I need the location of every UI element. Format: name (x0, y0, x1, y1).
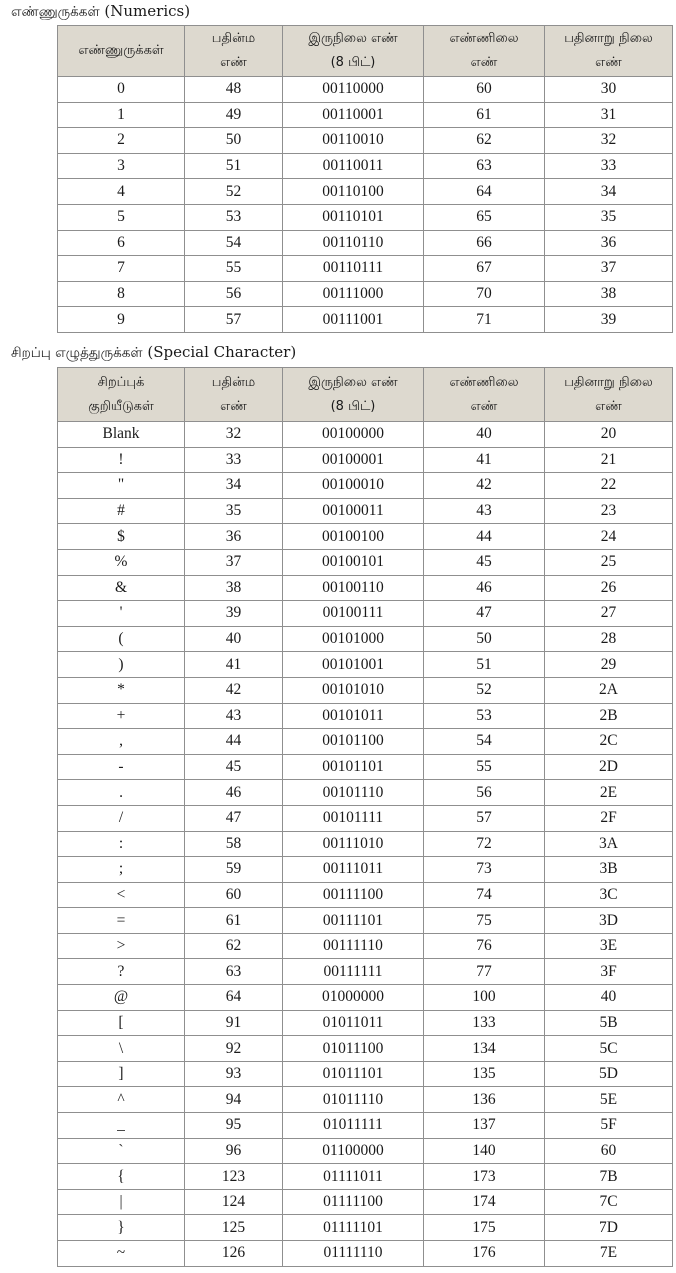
table-cell: 22 (545, 473, 673, 499)
table-cell: 2F (545, 805, 673, 831)
table-cell: 2 (58, 128, 185, 154)
table-cell: 00101010 (283, 677, 424, 703)
table-row (58, 1189, 673, 1215)
table-cell: 1 (58, 102, 185, 128)
table-cell: 55 (424, 754, 545, 780)
table-cell: 01011101 (283, 1061, 424, 1087)
table-cell: 173 (424, 1164, 545, 1190)
table-cell: 01011100 (283, 1036, 424, 1062)
table-row (58, 473, 673, 499)
table-cell: 36 (545, 230, 673, 256)
table-cell: 41 (185, 652, 283, 678)
table-cell: 51 (424, 652, 545, 678)
table-cell: 7D (545, 1215, 673, 1241)
special-heading-english: (Special Character) (147, 343, 297, 361)
table-cell: 77 (424, 959, 545, 985)
table-row (58, 575, 673, 601)
column-header-line: (8 பிட்) (330, 55, 376, 70)
table-cell: > (58, 933, 185, 959)
table-cell: 00101111 (283, 805, 424, 831)
column-header-line: எண்ணிலை (449, 31, 519, 46)
table-cell: ) (58, 652, 185, 678)
table-cell: 63 (424, 153, 545, 179)
table-cell: 00100100 (283, 524, 424, 550)
table-cell: 2D (545, 754, 673, 780)
table-cell: 00100010 (283, 473, 424, 499)
table-cell: 29 (545, 652, 673, 678)
table-cell: ' (58, 601, 185, 627)
table-cell: 124 (185, 1189, 283, 1215)
table-cell: * (58, 677, 185, 703)
table-cell: 36 (185, 524, 283, 550)
table-cell: 00110101 (283, 204, 424, 230)
table-cell: } (58, 1215, 185, 1241)
table-cell: 59 (185, 857, 283, 883)
table-cell: 7B (545, 1164, 673, 1190)
table-cell: 01111101 (283, 1215, 424, 1241)
table-cell: 42 (185, 677, 283, 703)
table-cell: # (58, 498, 185, 524)
table-cell: 3 (58, 153, 185, 179)
table-cell: 00111100 (283, 882, 424, 908)
table-cell: 00100001 (283, 447, 424, 473)
table-cell: 66 (424, 230, 545, 256)
table-cell: 01011111 (283, 1113, 424, 1139)
table-cell: 56 (185, 281, 283, 307)
special-heading-tamil: சிறப்பு எழுத்துருக்கள் (11, 345, 143, 361)
table-cell: 95 (185, 1113, 283, 1139)
table-cell: 00110010 (283, 128, 424, 154)
numerics-heading-english: (Numerics) (104, 2, 191, 20)
table-cell: 61 (185, 908, 283, 934)
table-row (58, 729, 673, 755)
table-cell: 134 (424, 1036, 545, 1062)
table-row (58, 703, 673, 729)
table-row (58, 831, 673, 857)
table-cell: 43 (185, 703, 283, 729)
column-header (283, 26, 424, 77)
table-cell: 65 (424, 204, 545, 230)
table-cell: 26 (545, 575, 673, 601)
table-row (58, 447, 673, 473)
table-cell: 47 (424, 601, 545, 627)
table-cell: 2A (545, 677, 673, 703)
table-row (58, 1138, 673, 1164)
table-row (58, 1061, 673, 1087)
table-row (58, 882, 673, 908)
table-cell: 3E (545, 933, 673, 959)
table-cell: 64 (185, 985, 283, 1011)
table-cell: & (58, 575, 185, 601)
table-cell: 00110100 (283, 179, 424, 205)
table-cell: @ (58, 985, 185, 1011)
table-cell: 00101100 (283, 729, 424, 755)
table-cell: 32 (545, 128, 673, 154)
table-cell: 54 (185, 230, 283, 256)
table-cell: 39 (185, 601, 283, 627)
table-row (58, 805, 673, 831)
table-cell: 125 (185, 1215, 283, 1241)
table-cell: ? (58, 959, 185, 985)
table-row (58, 524, 673, 550)
table-cell: 49 (185, 102, 283, 128)
table-cell: : (58, 831, 185, 857)
table-row (58, 1036, 673, 1062)
table-cell: 64 (424, 179, 545, 205)
table-cell: 23 (545, 498, 673, 524)
table-cell: ! (58, 447, 185, 473)
table-cell: 7 (58, 256, 185, 282)
table-cell: 53 (424, 703, 545, 729)
table-cell: 35 (185, 498, 283, 524)
table-cell: 5F (545, 1113, 673, 1139)
table-cell: 00111010 (283, 831, 424, 857)
table-cell: $ (58, 524, 185, 550)
table-cell: | (58, 1189, 185, 1215)
table-cell: 43 (424, 498, 545, 524)
table-cell: 48 (185, 77, 283, 103)
table-cell: 140 (424, 1138, 545, 1164)
table-cell: 00111000 (283, 281, 424, 307)
table-cell: 38 (545, 281, 673, 307)
table-cell: 137 (424, 1113, 545, 1139)
table-cell: 01111011 (283, 1164, 424, 1190)
table-header-row (58, 368, 673, 422)
table-cell: 5C (545, 1036, 673, 1062)
table-cell: 71 (424, 307, 545, 333)
table-cell: 46 (424, 575, 545, 601)
table-cell: 47 (185, 805, 283, 831)
table-row (58, 1087, 673, 1113)
table-cell: 100 (424, 985, 545, 1011)
table-row (58, 256, 673, 282)
table-cell: 34 (185, 473, 283, 499)
table-cell: - (58, 754, 185, 780)
table-cell: 00101001 (283, 652, 424, 678)
table-row (58, 204, 673, 230)
column-header (424, 26, 545, 77)
table-cell: 3B (545, 857, 673, 883)
table-cell: 74 (424, 882, 545, 908)
table-row (58, 549, 673, 575)
table-cell: 54 (424, 729, 545, 755)
table-cell: 00101000 (283, 626, 424, 652)
table-cell: 174 (424, 1189, 545, 1215)
table-row (58, 179, 673, 205)
table-cell: \ (58, 1036, 185, 1062)
table-cell: 00110001 (283, 102, 424, 128)
table-cell: 00101101 (283, 754, 424, 780)
table-cell: 3F (545, 959, 673, 985)
table-cell: 33 (185, 447, 283, 473)
table-cell: ` (58, 1138, 185, 1164)
table-cell: 96 (185, 1138, 283, 1164)
table-cell: 00111011 (283, 857, 424, 883)
numerics-heading-tamil: எண்ணுருக்கள் (11, 4, 100, 20)
table-cell: ] (58, 1061, 185, 1087)
table-cell: 00100000 (283, 422, 424, 448)
table-cell: 46 (185, 780, 283, 806)
table-row (58, 307, 673, 333)
column-header-line: எண் (220, 398, 247, 414)
table-row (58, 102, 673, 128)
table-cell: 76 (424, 933, 545, 959)
table-cell: 00111101 (283, 908, 424, 934)
column-header-line: இருநிலை எண் (308, 31, 398, 46)
table-row (58, 754, 673, 780)
table-cell: < (58, 882, 185, 908)
column-header-line: இருநிலை எண் (308, 374, 398, 390)
numerics-table (57, 25, 673, 333)
table-cell: 94 (185, 1087, 283, 1113)
table-cell: 176 (424, 1241, 545, 1267)
table-cell: 55 (185, 256, 283, 282)
table-cell: 93 (185, 1061, 283, 1087)
table-cell: 7C (545, 1189, 673, 1215)
table-cell: 57 (185, 307, 283, 333)
table-cell: 00110011 (283, 153, 424, 179)
table-cell: 40 (185, 626, 283, 652)
column-header (545, 368, 673, 422)
column-header (424, 368, 545, 422)
table-cell: 00100110 (283, 575, 424, 601)
table-cell: 37 (545, 256, 673, 282)
table-row (58, 626, 673, 652)
table-row (58, 601, 673, 627)
column-header (185, 26, 283, 77)
table-cell: 70 (424, 281, 545, 307)
table-row (58, 1113, 673, 1139)
table-cell: 33 (545, 153, 673, 179)
table-cell: 50 (185, 128, 283, 154)
column-header-line: எண் (595, 398, 622, 414)
table-cell: 21 (545, 447, 673, 473)
table-cell: 20 (545, 422, 673, 448)
table-cell: 41 (424, 447, 545, 473)
table-row (58, 908, 673, 934)
table-cell: 3D (545, 908, 673, 934)
table-cell: 38 (185, 575, 283, 601)
table-cell: 9 (58, 307, 185, 333)
table-row (58, 959, 673, 985)
column-header-line: எண் (595, 55, 622, 70)
table-cell: 30 (545, 77, 673, 103)
table-cell: + (58, 703, 185, 729)
table-row (58, 1215, 673, 1241)
table-cell: 25 (545, 549, 673, 575)
table-cell: 61 (424, 102, 545, 128)
table-row (58, 652, 673, 678)
table-cell: 01111100 (283, 1189, 424, 1215)
table-cell: 57 (424, 805, 545, 831)
table-cell: 5B (545, 1010, 673, 1036)
table-row (58, 422, 673, 448)
table-row (58, 153, 673, 179)
table-cell: 00111110 (283, 933, 424, 959)
table-cell: 58 (185, 831, 283, 857)
column-header-line: எண்ணுருக்கள் (78, 43, 164, 58)
table-row (58, 281, 673, 307)
table-cell: 50 (424, 626, 545, 652)
table-cell: % (58, 549, 185, 575)
table-row (58, 128, 673, 154)
column-header-line: எண் (470, 55, 498, 70)
table-cell: 00110111 (283, 256, 424, 282)
table-cell: 45 (185, 754, 283, 780)
table-cell: 40 (424, 422, 545, 448)
table-cell: 2E (545, 780, 673, 806)
table-cell: 56 (424, 780, 545, 806)
table-cell: 91 (185, 1010, 283, 1036)
table-cell: 27 (545, 601, 673, 627)
column-header-line: பதினாறு நிலை (564, 374, 653, 390)
table-row (58, 780, 673, 806)
table-cell: 00111111 (283, 959, 424, 985)
table-cell: 135 (424, 1061, 545, 1087)
table-cell: 31 (545, 102, 673, 128)
table-row (58, 1164, 673, 1190)
table-cell: 6 (58, 230, 185, 256)
column-header-line: எண் (470, 398, 498, 414)
table-cell: 123 (185, 1164, 283, 1190)
table-cell: 52 (424, 677, 545, 703)
table-cell: 28 (545, 626, 673, 652)
table-cell: 63 (185, 959, 283, 985)
table-cell: ~ (58, 1241, 185, 1267)
table-row (58, 1010, 673, 1036)
table-cell: 00101110 (283, 780, 424, 806)
table-cell: 136 (424, 1087, 545, 1113)
table-cell: 01011110 (283, 1087, 424, 1113)
table-cell: 3C (545, 882, 673, 908)
table-row (58, 857, 673, 883)
column-header-line: எண் (220, 55, 247, 70)
table-cell: 7E (545, 1241, 673, 1267)
table-cell: _ (58, 1113, 185, 1139)
column-header-line: பதின்ம (211, 374, 256, 390)
table-cell: { (58, 1164, 185, 1190)
table-cell: 00100111 (283, 601, 424, 627)
table-cell: 00111001 (283, 307, 424, 333)
table-cell: 60 (185, 882, 283, 908)
table-cell: 42 (424, 473, 545, 499)
column-header-line: பதின்ம (211, 31, 256, 46)
table-cell: 73 (424, 857, 545, 883)
table-row (58, 985, 673, 1011)
table-cell: ^ (58, 1087, 185, 1113)
table-cell: 45 (424, 549, 545, 575)
table-cell: 53 (185, 204, 283, 230)
table-cell: 2B (545, 703, 673, 729)
table-cell: 8 (58, 281, 185, 307)
column-header-line: எண்ணிலை (449, 374, 519, 390)
table-cell: 62 (185, 933, 283, 959)
table-row (58, 677, 673, 703)
table-cell: 40 (545, 985, 673, 1011)
table-cell: 39 (545, 307, 673, 333)
table-cell: 44 (185, 729, 283, 755)
table-cell: Blank (58, 422, 185, 448)
table-cell: 44 (424, 524, 545, 550)
table-cell: , (58, 729, 185, 755)
column-header-line: சிறப்புக் (97, 374, 145, 390)
table-cell: 60 (545, 1138, 673, 1164)
table-cell: 00110110 (283, 230, 424, 256)
column-header (58, 368, 185, 422)
table-cell: 01100000 (283, 1138, 424, 1164)
table-cell: / (58, 805, 185, 831)
numerics-heading (11, 1, 190, 22)
table-cell: 24 (545, 524, 673, 550)
table-cell: 72 (424, 831, 545, 857)
table-cell: = (58, 908, 185, 934)
table-cell: 2C (545, 729, 673, 755)
table-cell: 67 (424, 256, 545, 282)
special-characters-table (57, 367, 673, 1267)
column-header (58, 26, 185, 77)
column-header (283, 368, 424, 422)
table-cell: 3A (545, 831, 673, 857)
table-row (58, 230, 673, 256)
column-header-line: (8 பிட்) (330, 398, 376, 414)
table-header-row (58, 26, 673, 77)
table-cell: 35 (545, 204, 673, 230)
table-cell: 75 (424, 908, 545, 934)
table-cell: 133 (424, 1010, 545, 1036)
table-cell: 5 (58, 204, 185, 230)
table-cell: 37 (185, 549, 283, 575)
table-cell: 126 (185, 1241, 283, 1267)
column-header-line: குறியீடுகள் (88, 398, 154, 414)
table-cell: 00101011 (283, 703, 424, 729)
table-cell: 60 (424, 77, 545, 103)
table-cell: 5D (545, 1061, 673, 1087)
table-cell: ( (58, 626, 185, 652)
table-cell: [ (58, 1010, 185, 1036)
table-cell: " (58, 473, 185, 499)
table-cell: 01111110 (283, 1241, 424, 1267)
table-cell: 32 (185, 422, 283, 448)
table-cell: 92 (185, 1036, 283, 1062)
table-row (58, 933, 673, 959)
table-cell: 34 (545, 179, 673, 205)
table-cell: 00110000 (283, 77, 424, 103)
table-cell: 00100011 (283, 498, 424, 524)
table-cell: 01000000 (283, 985, 424, 1011)
special-heading (11, 342, 296, 363)
table-cell: . (58, 780, 185, 806)
table-cell: 5E (545, 1087, 673, 1113)
column-header (185, 368, 283, 422)
table-cell: 0 (58, 77, 185, 103)
table-cell: 62 (424, 128, 545, 154)
table-cell: ; (58, 857, 185, 883)
table-row (58, 77, 673, 103)
table-row (58, 498, 673, 524)
table-cell: 01011011 (283, 1010, 424, 1036)
table-row (58, 1241, 673, 1267)
table-cell: 00100101 (283, 549, 424, 575)
table-cell: 4 (58, 179, 185, 205)
table-cell: 52 (185, 179, 283, 205)
column-header (545, 26, 673, 77)
table-cell: 51 (185, 153, 283, 179)
column-header-line: பதினாறு நிலை (564, 31, 653, 46)
table-cell: 175 (424, 1215, 545, 1241)
